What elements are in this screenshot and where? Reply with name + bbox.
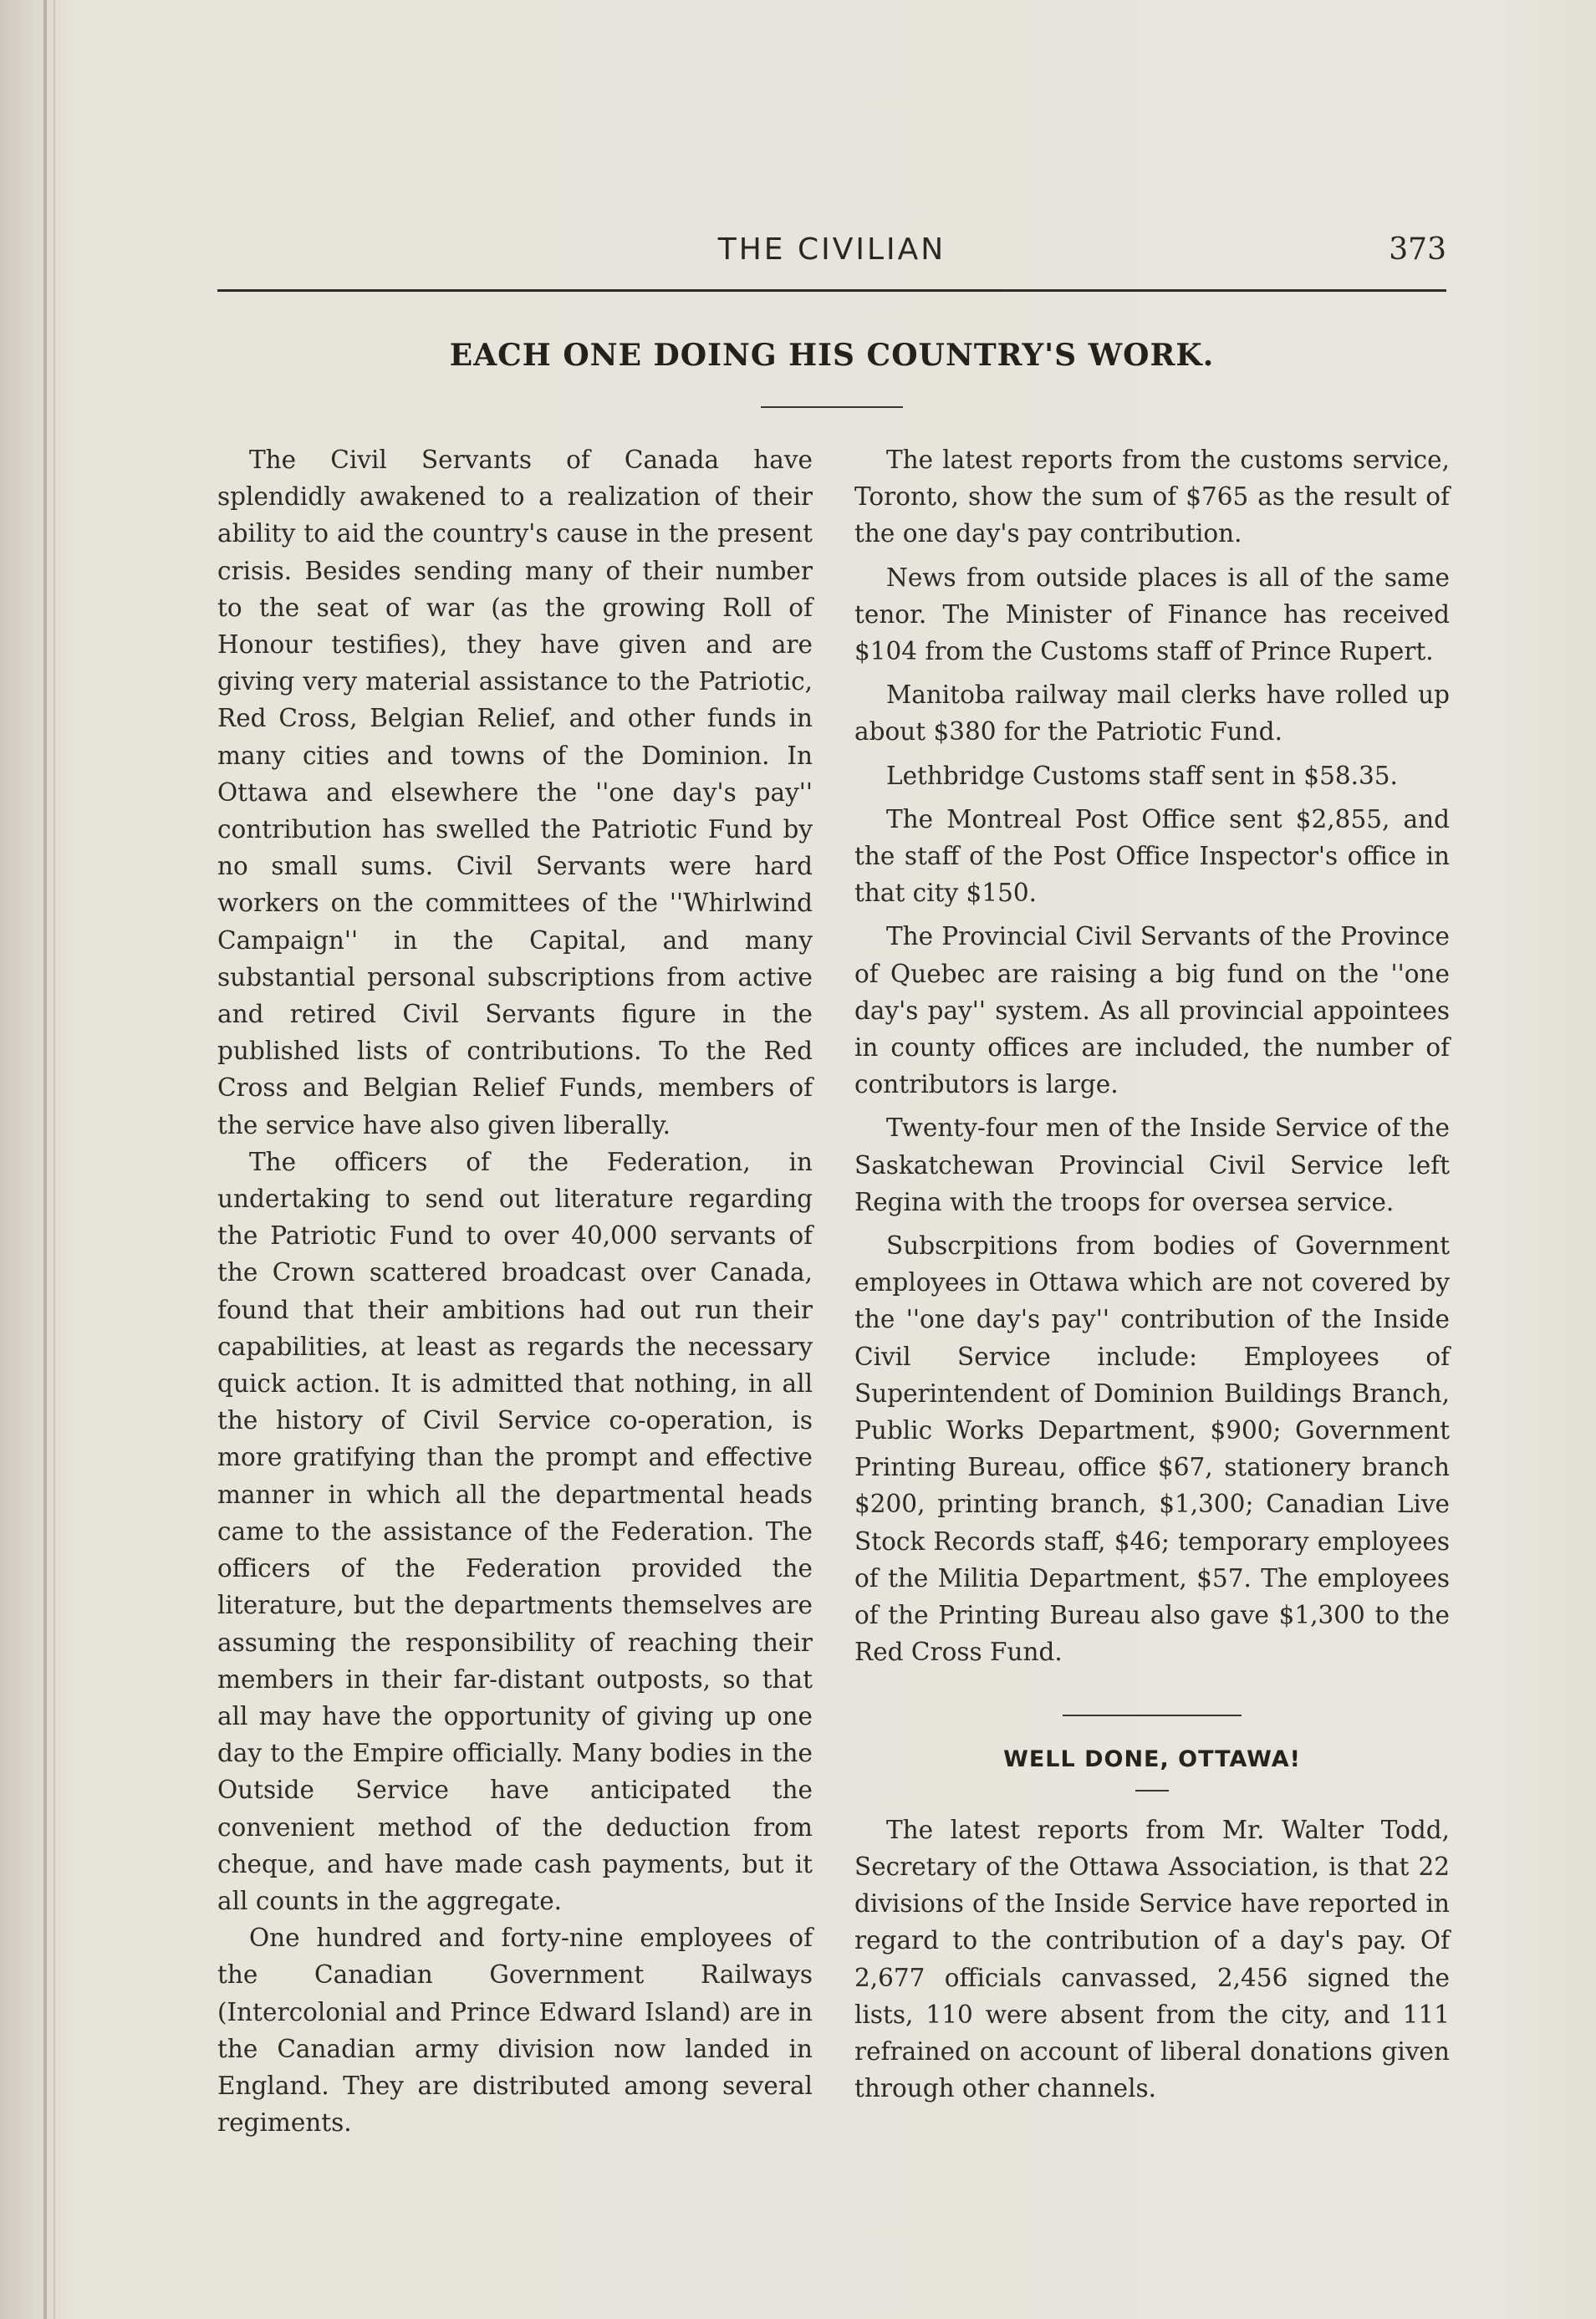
- paragraph: The Civil Servants of Canada have splendidly awakened to a realization of their ability to aid the country's cause in the present crisis. Besides sending many of their number to the seat of war (as the growing Roll of Honour testifies), they have given and are giving very material assistance to the Patriotic, Red Cross, Belgian Relief, and other funds in many cities and towns of the Dominion. In Ottawa and elsewhere the ''one day's pay'' contribution has swelled the Patriotic Fund by no small sums. Civil Servants were hard workers on the committees of the ''Whirlwind Campaign'' in the Capital, and many substantial personal subscriptions from active and retired Civil Servants figure in the published lists of contributions. To the Red Cross and Belgian Relief Funds, members of the service have also given liberally.: [217, 446, 813, 1139]
- binding-shadow: [54, 0, 55, 2319]
- header-rule: [217, 289, 1446, 292]
- paragraph: The officers of the Federation, in undertaking to send out literature regarding the Patriotic Fund to over 40,000 servants of the Crown scattered broadcast over Canada, found that their ambitions had out run their capabilities, at least as regards the necessary quick action. It is admitted that nothing, in all the history of Civil Service co-operation, is more gratifying than the prompt and effective manner in which all the departmental heads came to the assistance of the Federation. The officers of the Federation provided the literature, but the departments themselves are assuming the responsibility of reaching their members in their far-distant outposts, so that all may have the opportunity of giving up one day to the Empire officially. Many bodies in the Outside Service have anticipated the convenient method of the deduction from cheque, and have made cash payments, but it all counts in the aggregate.: [217, 1147, 813, 1915]
- paragraph: Twenty-four men of the Inside Service of the Saskatchewan Provincial Civil Service left Regina with the troops for oversea service.: [854, 1114, 1450, 1216]
- binding-edge: [43, 0, 47, 2319]
- page-number: 373: [1389, 232, 1446, 267]
- article-title: EACH ONE DOING HIS COUNTRY'S WORK.: [449, 338, 1215, 373]
- right-column: [854, 441, 1450, 2113]
- left-column: [217, 441, 813, 2141]
- paragraph: Lethbridge Customs staff sent in $58.35.: [886, 761, 1398, 790]
- paragraph: The latest reports from Mr. Walter Todd, Secretary of the Ottawa Association, is that 22 divisions of the Inside Service have reported in regard to the contribution of a day's pay. Of 2,677 officials canvassed, 2,456 signed the lists, 110 were absent from the city, and 111 refrained on account of liberal donations given through other channels.: [854, 1815, 1450, 2103]
- section-divider: [1063, 1715, 1242, 1716]
- paragraph: News from outside places is all of the same tenor. The Minister of Finance has received $104 from the Customs staff of Prince Rupert.: [854, 563, 1450, 666]
- journal-title: THE CIVILIAN: [717, 232, 946, 267]
- title-rule: [761, 406, 903, 408]
- paragraph: One hundred and forty-nine employees of the Canadian Government Railways (Intercolonial and Prince Edward Island) are in the Canadian army division now landed in England. They are distributed among several regiments.: [217, 1924, 813, 2138]
- second-article-title: WELL DONE, OTTAWA!: [1003, 1746, 1301, 1772]
- paragraph: The Provincial Civil Servants of the Province of Quebec are raising a big fund on the ''one day's pay'' system. As all provincial appointees in county offices are included, the number of contributors is large.: [854, 922, 1450, 1099]
- subhead-dash: [1135, 1790, 1169, 1791]
- paragraph: Subscrpitions from bodies of Government employees in Ottawa which are not covered by the ''one day's pay'' contribution of the Inside Civil Service include: Employees of Superintendent of Dominion Buildings Branch, Public Works Department, $900; Government Printing Bureau, office $67, stationery branch $200, printing branch, $1,300; Canadian Live Stock Records staff, $46; temporary employees of the Militia Department, $57. The employees of the Printing Bureau also gave $1,300 to the Red Cross Fund.: [854, 1231, 1450, 1667]
- running-head: [217, 232, 1446, 274]
- paragraph: The latest reports from the customs service, Toronto, show the sum of $765 as the result of the one day's pay contribution.: [854, 446, 1450, 548]
- paragraph: The Montreal Post Office sent $2,855, and the staff of the Post Office Inspector's office in that city $150.: [854, 804, 1450, 908]
- paragraph: Manitoba railway mail clerks have rolled up about $380 for the Patriotic Fund.: [854, 680, 1450, 747]
